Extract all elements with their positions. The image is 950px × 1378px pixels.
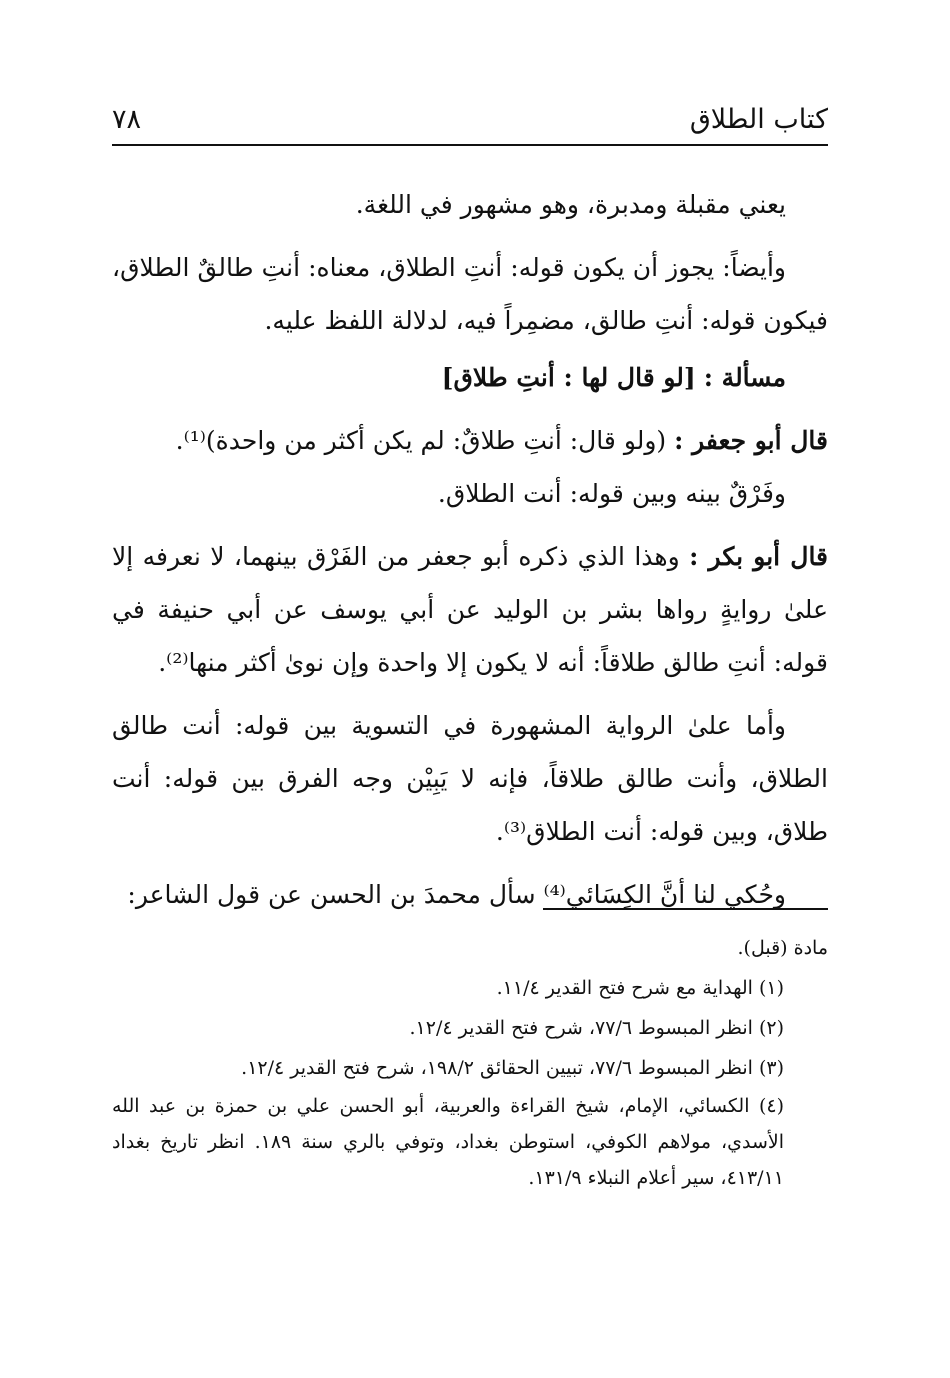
quote-abu-jafar: (ولو قال: أنتِ طلاقٌ: لم يكن أكثر من واحدة)⁽¹⁾.	[175, 426, 667, 455]
paragraph-abu-bakr	[112, 530, 828, 689]
paragraph-7: وحُكي لنا أنَّ الكِسَائي⁽⁴⁾ سأل محمدَ بن الحسن عن قول الشاعر:	[127, 880, 786, 909]
issue-title: [لو قال لها : أنتِ طلاق]	[441, 363, 696, 392]
speaker-abu-bakr: قال أبو بكر :	[689, 542, 829, 571]
issue-label: مسألة :	[703, 363, 786, 392]
paragraph-4: وفَرْقٌ بينه وبين قوله: أنت الطلاق.	[437, 479, 786, 508]
footnotes	[112, 928, 828, 1196]
paragraph-6: وأما علىٰ الرواية المشهورة في التسوية بين قوله: أنت طالق الطلاق، وأنت طالق طلاقاً، فإنه لا يَبِيْن وجه الفرق بين قوله: أنت طلاق، وبين قوله: أنت الطلاق⁽³⁾.	[112, 711, 828, 846]
footnote-2: (٢) انظر المبسوط ٧٧/٦، شرح فتح القدير ١٢/٤.	[409, 1017, 784, 1039]
footnote-1: (١) الهداية مع شرح فتح القدير ١١/٤.	[496, 977, 784, 999]
footnote-3: (٣) انظر المبسوط ٧٧/٦، تبيين الحقائق ١٩٨/٢، شرح فتح القدير ١٢/٤.	[241, 1057, 784, 1079]
chapter-title: كتاب الطلاق	[689, 104, 828, 135]
page-number: ٧٨	[112, 104, 142, 135]
page-header	[112, 98, 828, 144]
footnote-4: (٤) الكسائي، الإمام، شيخ القراءة والعربية، أبو الحسن علي بن حمزة بن عبد الله الأسدي، مولاهم الكوفي، استوطن بغداد، وتوفي بالري سنة ١٨٩. انظر تاريخ بغداد ٤١٣/١١، سير أعلام النبلاء ١٣١/٩.	[112, 1095, 784, 1189]
paragraph-2: وأيضاً: يجوز أن يكون قوله: أنتِ الطلاق، معناه: أنتِ طالقٌ الطلاق، فيكون قوله: أنتِ طالق، مضمِراً فيه، لدلالة اللفظ عليه.	[112, 253, 828, 335]
header-divider	[112, 144, 828, 146]
paragraph-1: يعني مقبلة ومدبرة، وهو مشهور في اللغة.	[355, 190, 786, 219]
speaker-abu-jafar: قال أبو جعفر :	[674, 426, 828, 455]
footnote-continuation: مادة (قبل).	[737, 937, 828, 959]
paragraph-abu-jafar	[112, 414, 828, 467]
footnote-divider	[543, 908, 828, 910]
main-text	[112, 178, 828, 921]
issue-heading	[112, 351, 828, 404]
text-abu-bakr: وهذا الذي ذكره أبو جعفر من الفَرْق بينهما، لا نعرفه إلا علىٰ روايةٍ رواها بشر بن الوليد عن أبي يوسف عن أبي حنيفة في قوله: أنتِ طالق طلاقاً: أنه لا يكون إلا واحدة وإن نوىٰ أكثر منها⁽²⁾.	[112, 542, 828, 677]
